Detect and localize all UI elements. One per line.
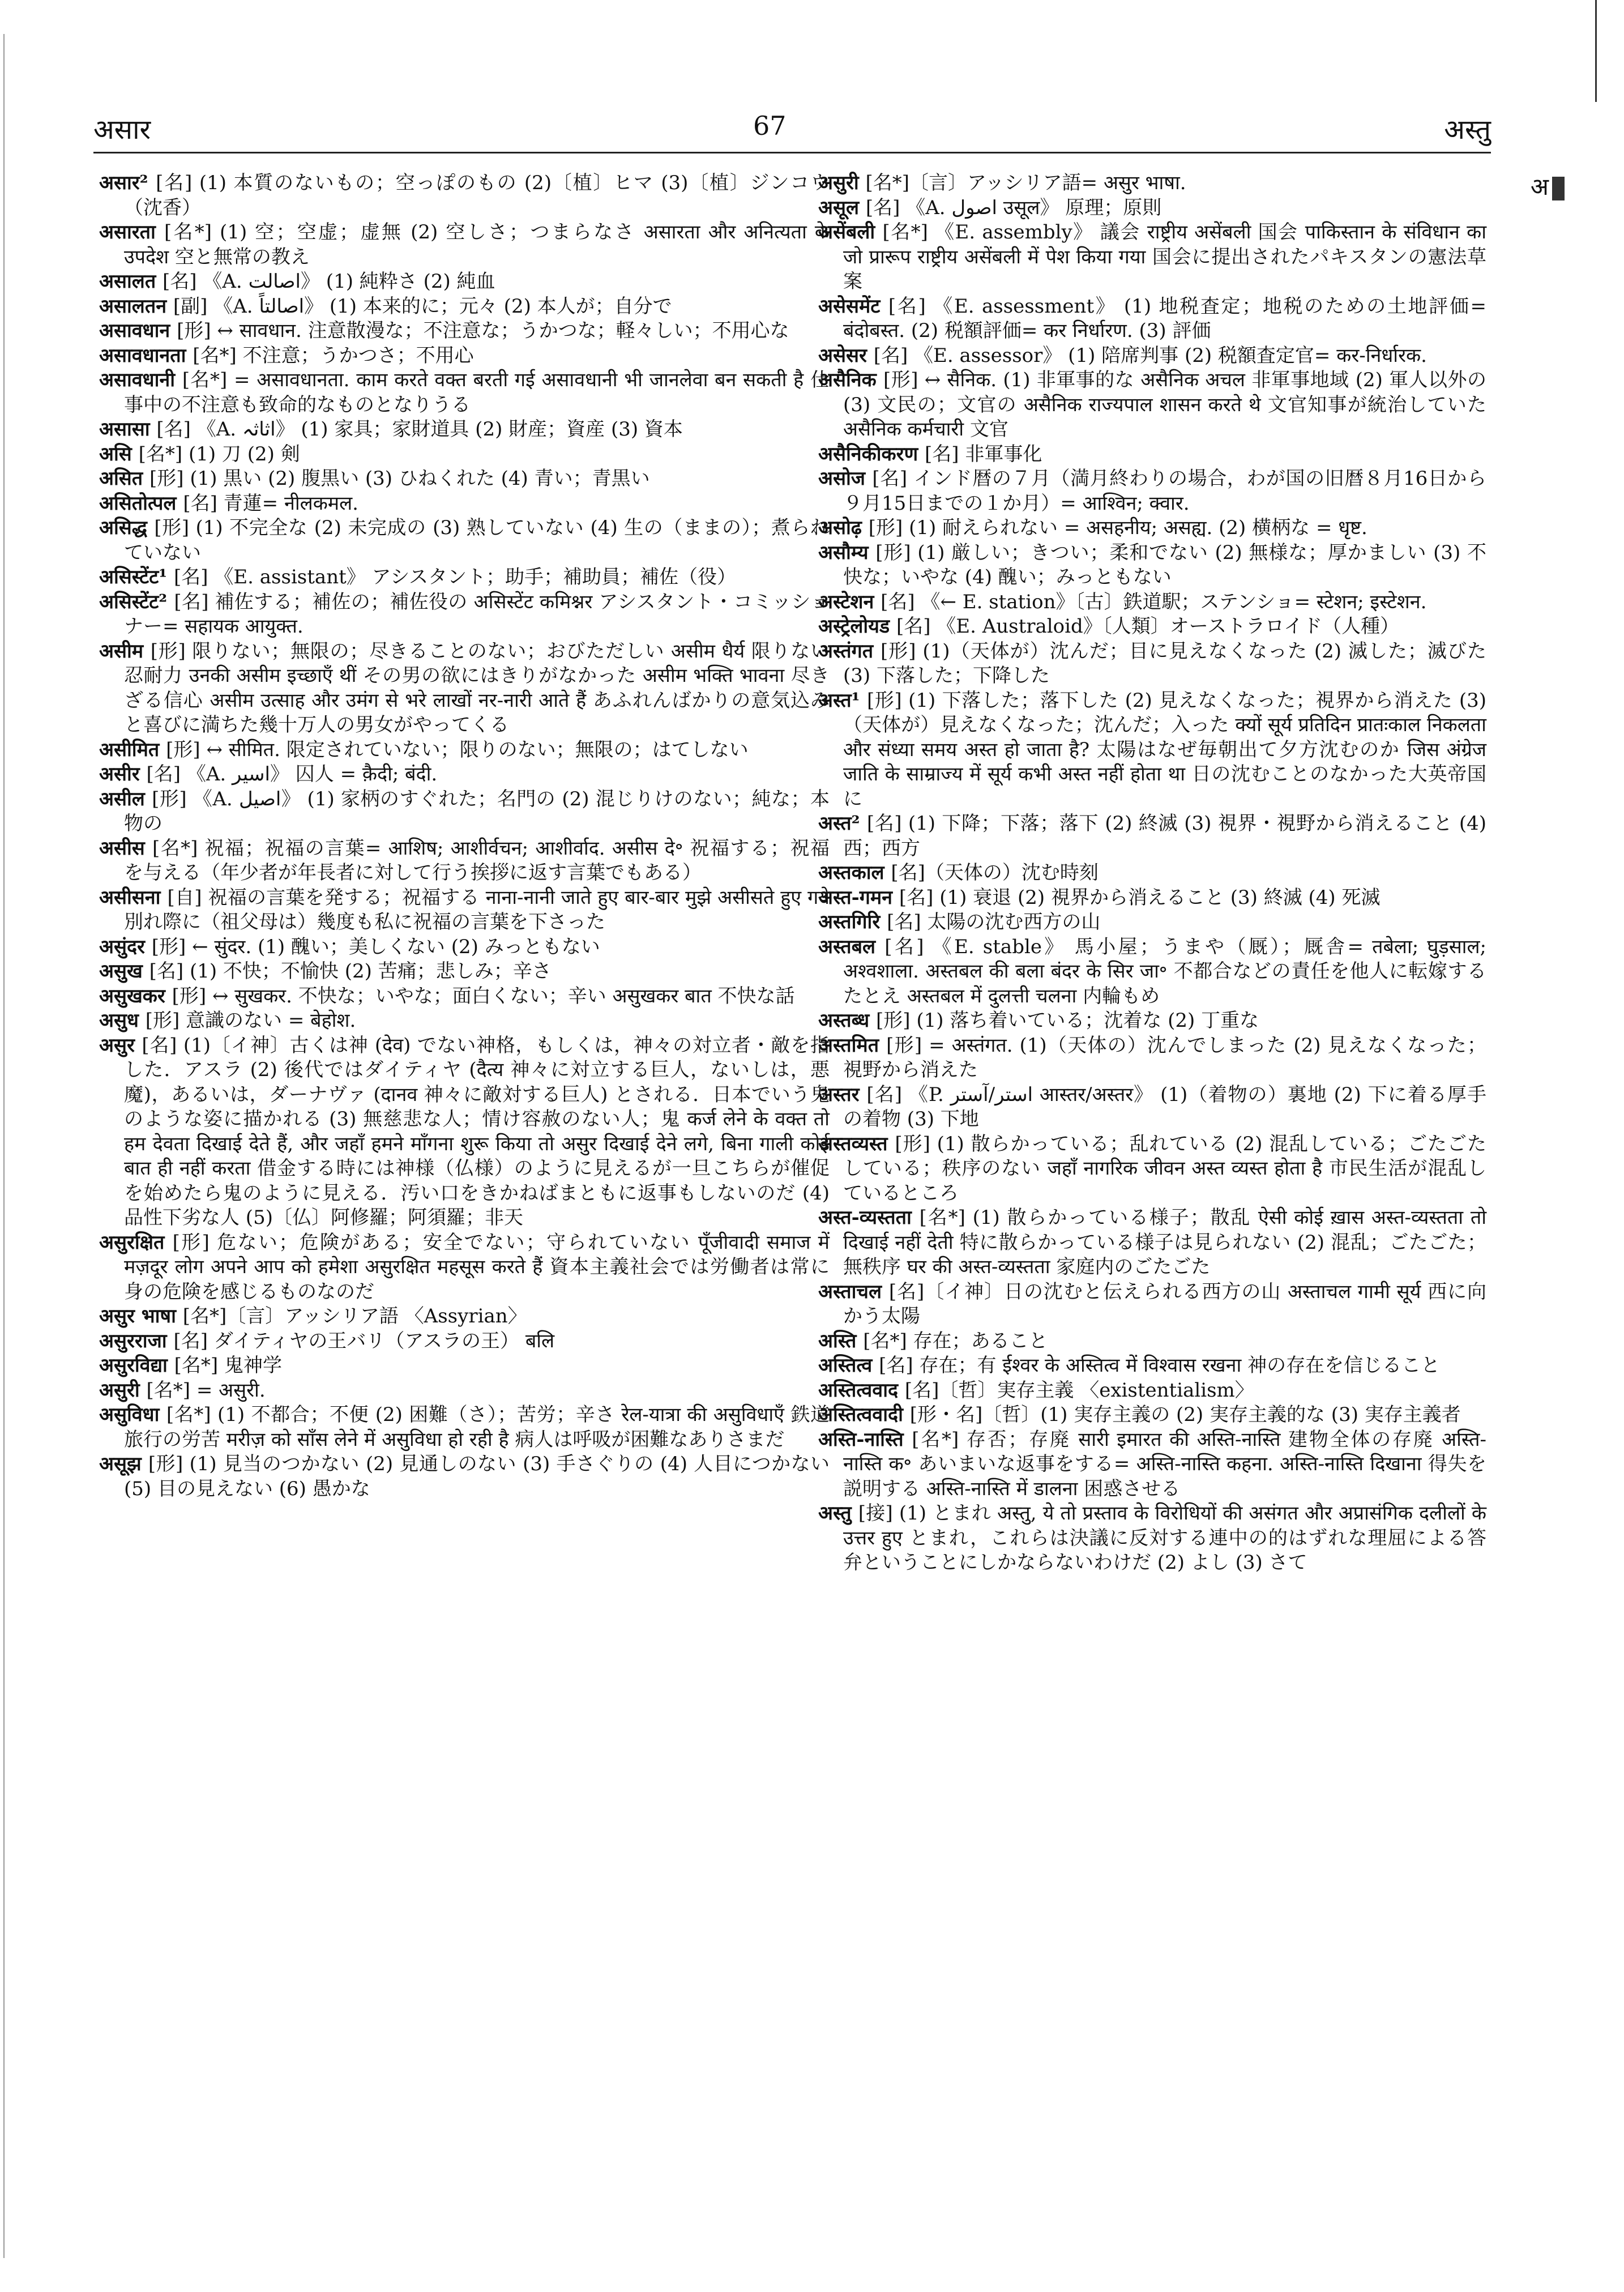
dictionary-entry: अस्ट्रेलोयड [名] 《E. Australoid》〔人類〕オーストラロイド（人種） xyxy=(818,615,1400,638)
right-column xyxy=(818,171,1486,1576)
entry-headword: अस्तित्ववादी xyxy=(818,1403,910,1426)
dictionary-entry: असुविधा [名*] (1) 不都合；不便 (2) 困難（さ）；苦労；辛さ रेल-यात्रा की असुविधाएँ 鉄道旅行の労苦 मरीज़ को साँस लेने में असुविधा हो रही है 病人は呼吸が困難なありさまだ xyxy=(99,1403,830,1451)
entry-headword: असुरराजा xyxy=(99,1329,174,1352)
entry-headword: असुंदर xyxy=(99,935,152,958)
dictionary-entry: असुरराजा [名] ダイティヤの王バリ（アスラの王） बलि xyxy=(99,1329,555,1352)
dictionary-entry: असुर [名] (1)〔イ神〕古くは神 (देव) でない神格，もしくは，神々の対立者・敵を指した．アスラ (2) 後代ではダイティヤ (दैत्य 神々に対立する巨人，ないしは，悪魔)，あるいは，ダーナヴァ (दानव 神々に敵対する巨人) とされる．日本でいう鬼のような姿に描かれる (3) 無慈悲な人；情け容赦のない人；鬼 कर्ज लेने के वक्त तो हम देवता दिखाई देते हैं, और जहाँ हमने माँगना शुरू किया तो असुर दिखाई देने लगे, बिना गाली कोई बात ही नहीं करता 借金する時には神様（仏様）のように見えるが一旦こちらが催促を始めたら鬼のように見える．汚い口をきかねばまともに返事もしないのだ (4) 品性下劣な人 (5)〔仏〕阿修羅；阿須羅；非天 xyxy=(99,1034,830,1229)
dictionary-entry: अस्तब्ध [形] (1) 落ち着いている；沈着な (2) 丁重な xyxy=(818,1009,1259,1032)
dictionary-entry: असीम [形] 限りない；無限の；尽きることのない；おびただしい असीम धैर्य 限りない忍耐力 उनकी असीम इच्छाएँ थीं その男の欲にはきりがなかった असीम भक्ति भावना 尽きざる信心 असीम उत्साह और उमंग से भरे लाखों नर-नारी आते हैं あふれんばかりの意気込みと喜びに満ちた幾十万人の男女がやってくる xyxy=(99,639,830,736)
entry-headword: अस्तमित xyxy=(818,1034,887,1057)
dictionary-entry: असीर [名] 《A. اسیر》 囚人 = क़ैदी; बंदी. xyxy=(99,763,438,786)
entry-headword: असेंबली xyxy=(818,221,883,244)
dictionary-entry: अस्तव्यस्त [形] (1) 散らかっている；乱れている (2) 混乱している；ごたごたしている；秩序のない जहाँ नागरिक जीवन अस्त व्यस्त होता है 市民生活が混乱しているところ xyxy=(818,1132,1486,1205)
dictionary-entry: असुख [名] (1) 不快；不愉快 (2) 苦痛；悲しみ；辛さ xyxy=(99,960,552,983)
entry-headword: असिद्ध xyxy=(99,517,155,539)
entry-headword: अस्ति-नास्ति xyxy=(818,1428,912,1451)
thumb-index-letter: अ xyxy=(1530,173,1549,200)
entry-headword: असुर भाषा xyxy=(99,1305,183,1328)
entry-headword: असुरी xyxy=(99,1378,147,1402)
dictionary-entry: असावधानी [名*] = असावधानता. काम करते वक्त बरती गई असावधानी भी जानलेवा बन सकती है 仕事中の不注意も致命的なものとなりうる xyxy=(99,369,830,416)
dictionary-entry: असेंबली [名*] 《E. assembly》 議会 राष्ट्रीय असेंबली 国会 पाकिस्तान के संविधान का जो प्रारूप राष्ट्रीय असेंबली में पेश किया गया 国会に提出されたパキスタンの憲法草案 xyxy=(818,221,1487,293)
dictionary-entry: असूझ [形] (1) 見当のつかない (2) 見通しのない (3) 手さぐりの (4) 人目につかない (5) 目の見えない (6) 愚かな xyxy=(99,1453,830,1500)
binding-edge-line xyxy=(1595,0,1597,102)
entry-headword: अस्तकाल xyxy=(818,861,891,884)
dictionary-entry: असुरक्षित [形] 危ない；危険がある；安全でない；守られていない पूँजीवादी समाज में मज़दूर लोग अपने आप को हमेशा असुरक्षित महसूस करते हैं 資本主義社会では労働者は常に身の危険を感じるものなのだ xyxy=(99,1231,830,1303)
entry-headword: असिस्टेंट¹ xyxy=(99,566,174,588)
dictionary-entry: असेसमेंट [名] 《E. assessment》 (1) 地税査定；地税のための土地評価= बंदोबस्त. (2) 税額評価= कर निर्धारण. (3) 評価 xyxy=(818,294,1486,342)
entry-headword: अस्तगिरि xyxy=(818,911,887,933)
dictionary-entry: असूल [名] 《A. اصول उसूल》 原理；原則 xyxy=(818,196,1162,219)
thumb-index-tab xyxy=(1531,170,1565,202)
dictionary-entry: असुखकर [形] ↔ सुखकर. 不快な；いやな；面白くない；辛い असुखकर बात 不快な話 xyxy=(99,984,795,1008)
dictionary-entry: अस्ति-नास्ति [名*] 存否；存廃 सारी इमारत की अस्ति-नास्ति 建物全体の存廃 अस्ति-नास्ति क॰ あいまいな返事をする= अस्ति-नास्ति कहना. अस्ति-नास्ति दिखाना 得失を説明する अस्ति-नास्ति में डालना 困惑させる xyxy=(818,1428,1486,1500)
dictionary-entry: असार² [名] (1) 本質のないもの；空っぽのもの (2)〔植〕ヒマ (3)〔植〕ジンコウ（沈香） xyxy=(99,172,830,219)
entry-headword: असूल xyxy=(818,196,866,219)
dictionary-entry: अस्तित्ववादी [形・名]〔哲〕(1) 実存主義の (2) 実存主義的な (3) 実存主義者 xyxy=(818,1403,1461,1426)
dictionary-entry: असि [名*] (1) 刀 (2) 剣 xyxy=(99,442,300,466)
dictionary-entry: असुंदर [形] ← सुंदर. (1) 醜い；美しくない (2) みっともない xyxy=(99,935,600,958)
entry-headword: असालत xyxy=(99,270,163,293)
dictionary-entry: असावधानता [名*] 不注意；うかつさ；不用心 xyxy=(99,344,474,367)
entry-headword: असील xyxy=(99,787,152,810)
dictionary-entry: असीसना [自] 祝福の言葉を発する；祝福する नाना-नानी जाते हुए बार-बार मुझे असीसते हुए गये 別れ際に（祖父母は）幾度も私に祝福の言葉を下さった xyxy=(99,886,830,933)
entry-headword: असीम xyxy=(99,639,151,663)
entry-headword: अस्तबल xyxy=(818,935,885,958)
entry-headword: अस्ताचल xyxy=(818,1280,889,1303)
entry-headword: असावधानता xyxy=(99,344,193,367)
dictionary-entry: असेसर [名] 《E. assessor》 (1) 陪席判事 (2) 税額査定官= कर-निर्धारक. xyxy=(818,344,1427,367)
entry-headword: असुध xyxy=(99,1009,146,1032)
entry-headword: असार² xyxy=(99,172,156,194)
entry-headword: अस्तित्ववाद xyxy=(818,1378,905,1402)
dictionary-entry: असौम्य [形] (1) 厳しい；きつい；柔和でない (2) 無様な；厚かましい (3) 不快な；いやな (4) 醜い；みっともない xyxy=(818,541,1487,588)
dictionary-entry: अस्तंगत [形] (1)（天体が）沈んだ；目に見えなくなった (2) 滅した；滅びた (3) 下落した；下降した xyxy=(818,639,1486,687)
entry-headword: अस्तित्व xyxy=(818,1354,879,1377)
dictionary-entry: असुरी [名*] = असुरी. xyxy=(99,1378,266,1402)
dictionary-entry: असिद्ध [形] (1) 不完全な (2) 未完成の (3) 熟していない (4) 生の（ままの）；煮られていない xyxy=(99,517,830,564)
entry-headword: असुरक्षित xyxy=(99,1231,173,1254)
entry-headword: असुर xyxy=(99,1034,142,1057)
dictionary-entry: अस्त¹ [形] (1) 下落した；落下した (2) 見えなくなった；視界から消えた (3)（天体が）見えなくなった；沈んだ；入った क्यों सूर्य प्रतिदिन प्रातःकाल निकलता और संध्या समय अस्त हो जाता है? 太陽はなぜ毎朝出て夕方沈むのか जिस अंग्रेज जाति के साम्राज्य में सूर्य कभी अस्त नहीं होता था 日の沈むことのなかった大英帝国に xyxy=(818,689,1486,810)
entry-headword: असैनिकीकरण xyxy=(818,442,925,466)
entry-headword: असुविधा xyxy=(99,1403,166,1426)
header-left-guide-word: असार xyxy=(93,114,151,146)
entry-headword: असीमित xyxy=(99,738,166,761)
entry-headword: अस्तु xyxy=(818,1502,858,1525)
page-edge-line xyxy=(3,34,5,2258)
dictionary-entry: असोढ़ [形] (1) 耐えられない = असहनीय; असह्य. (2) 横柄な = धृष्ट. xyxy=(818,517,1367,539)
entry-headword: असैनिक xyxy=(818,369,884,391)
entry-headword: असीर xyxy=(99,763,147,786)
dictionary-entry: असैनिक [形] ↔ सैनिक. (1) 非軍事的な असैनिक अचल 非軍事地域 (2) 軍人以外の (3) 文民の；文官の असैनिक राज्यपाल शासन करते थे 文官知事が統治していた असैनिक कर्मचारी 文官 xyxy=(818,369,1486,441)
entry-headword: अस्त² xyxy=(818,812,867,835)
entry-headword: असुख xyxy=(99,960,149,983)
dictionary-entry: असीमित [形] ↔ सीमित. 限定されていない；限りのない；無限の；はてしない xyxy=(99,738,749,761)
dictionary-entry: अस्तर [名] 《P. استر/آستر आस्तर/अस्तर》 (1)（着物の）裏地 (2) 下に着る厚手の着物 (3) 下地 xyxy=(818,1083,1486,1130)
entry-headword: अस्तर xyxy=(818,1083,867,1106)
left-column xyxy=(99,171,830,1501)
dictionary-entry: असुर भाषा [名*]〔言〕アッシリア語 〈Assyrian〉 xyxy=(99,1305,527,1328)
dictionary-entry: असुरविद्या [名*] 鬼神学 xyxy=(99,1354,282,1377)
entry-headword: असावधानी xyxy=(99,369,182,391)
dictionary-entry: असीस [名*] 祝福；祝福の言葉= आशिष; आशीर्वचन; आशीर्वाद. असीस दे॰ 祝福する；祝福を与える（年少者が年長者に対して行う挨拶に返す言葉でもある） xyxy=(99,836,830,884)
dictionary-entry: अस्तमित [形] = अस्तंगत. (1)（天体の）沈んでしまった (2) 見えなくなった；視野から消えた xyxy=(818,1034,1487,1081)
entry-headword: असूझ xyxy=(99,1453,148,1475)
entry-headword: अस्ति xyxy=(818,1329,864,1352)
dictionary-entry: अस्तबल [名] 《E. stable》 馬小屋；うまや（厩）；厩舎= तबेला; घुड़साल; अश्वशाला. अस्तबल की बला बंदर के सिर जा॰ 不都合などの責任を他人に転嫁するたとえ अस्तबल में दुलत्ती चलना 内輪もめ xyxy=(818,935,1486,1008)
entry-headword: अस्त-गमन xyxy=(818,886,899,909)
dictionary-entry: असालत [名] 《A. اصالت》 (1) 純粋さ (2) 純血 xyxy=(99,270,495,293)
header-rule xyxy=(93,152,1491,153)
header-right-guide-word: अस्तु xyxy=(1444,114,1491,146)
dictionary-entry: अस्तित्ववाद [名]〔哲〕実存主義 〈existentialism〉 xyxy=(818,1378,1254,1402)
dictionary-entry: अस्ति [名*] 存在；あること xyxy=(818,1329,1048,1352)
dictionary-entry: अस्तु [接] (1) とまれ अस्तु, ये तो प्रस्ताव के विरोधियों की असंगत और अप्रासंगिक दलीलों के उत्तर हुए とまれ，これらは決議に反対する連中の的はずれな理屈による答弁ということにしかならないわけだ (2) よし (3) さて xyxy=(818,1502,1487,1574)
entry-headword: असुरी xyxy=(818,172,866,194)
entry-headword: अस्ट्रेलोयड xyxy=(818,615,896,638)
dictionary-entry: अस्त-व्यस्तता [名*] (1) 散らかっている様子；散乱 ऐसी कोई ख़ास अस्त-व्यस्तता तो दिखाई नहीं देती 特に散らかっている様子は見られない (2) 混乱；ごたごた；無秩序 घर की अस्त-व्यस्तता 家庭内のごたごた xyxy=(818,1206,1487,1278)
entry-headword: असुरविद्या xyxy=(99,1354,174,1377)
entry-headword: अस्तव्यस्त xyxy=(818,1132,895,1155)
dictionary-entry: असुध [形] 意識のない = बेहोश. xyxy=(99,1009,356,1032)
entry-headword: अस्तब्ध xyxy=(818,1009,877,1032)
dictionary-entry: असुरी [名*]〔言〕アッシリア語= असुर भाषा. xyxy=(818,172,1186,194)
dictionary-entry: असावधान [形] ↔ सावधान. 注意散漫な；不注意な；うかつな；軽々しい；不用心な xyxy=(99,319,789,342)
page-number: 67 xyxy=(753,110,787,141)
entry-headword: असोज xyxy=(818,467,873,490)
entry-headword: असालतन xyxy=(99,294,173,318)
entry-headword: असित xyxy=(99,467,149,490)
dictionary-entry: असील [形] 《A. اصیل》 (1) 家柄のすぐれた；名門の (2) 混じりけのない；純な；本物の xyxy=(99,787,830,835)
entry-headword: अस्टेशन xyxy=(818,590,881,613)
dictionary-entry: असालतन [副] 《A. اصالتاً》 (1) 本来的に；元々 (2) 本人が；自分で xyxy=(99,294,672,318)
dictionary-entry: असिस्टेंट² [名] 補佐する；補佐の；補佐役の असिस्टेंट कमिश्नर アシスタント・コミッショナー= सहायक आयुक्त. xyxy=(99,590,830,638)
dictionary-entry: असित [形] (1) 黒い (2) 腹黒い (3) ひねくれた (4) 青い；青黒い xyxy=(99,467,650,490)
dictionary-entry: अस्तगिरि [名] 太陽の沈む西方の山 xyxy=(818,911,1101,933)
entry-headword: असावधान xyxy=(99,319,177,342)
entry-headword: असेसर xyxy=(818,344,874,367)
dictionary-entry: असारता [名*] (1) 空；空虚；虚無 (2) 空しさ；つまらなさ असारता और अनित्यता के उपदेश 空と無常の教え xyxy=(99,221,830,268)
dictionary-entry: अस्ताचल [名]〔イ神〕日の沈むと伝えられる西方の山 अस्ताचल गामी सूर्य 西に向かう太陽 xyxy=(818,1280,1487,1328)
entry-headword: असौम्य xyxy=(818,541,876,564)
dictionary-entry: असासा [名] 《A. اثاثہ》 (1) 家具；家財道具 (2) 財産；資産 (3) 資本 xyxy=(99,418,683,441)
entry-headword: असीस xyxy=(99,836,153,860)
entry-headword: असि xyxy=(99,442,139,466)
entry-headword: असितोत्पल xyxy=(99,492,183,515)
entry-headword: असारता xyxy=(99,221,164,244)
entry-headword: असोढ़ xyxy=(818,517,869,539)
entry-headword: अस्त-व्यस्तता xyxy=(818,1206,920,1229)
dictionary-entry: अस्तकाल [名]（天体の）沈む時刻 xyxy=(818,861,1099,884)
dictionary-entry: असिस्टेंट¹ [名] 《E. assistant》 アシスタント；助手；補助員；補佐（役） xyxy=(99,566,737,588)
entry-headword: असेसमेंट xyxy=(818,294,888,318)
entry-headword: असासा xyxy=(99,418,157,441)
entry-headword: अस्तंगत xyxy=(818,639,881,663)
dictionary-entry: अस्त² [名] (1) 下降；下落；落下 (2) 終滅 (3) 視界・視野から消えること (4) 西；西方 xyxy=(818,812,1487,860)
thumb-index-block xyxy=(1552,177,1565,200)
dictionary-entry: असैनिकीकरण [名] 非軍事化 xyxy=(818,442,1042,466)
dictionary-entry: अस्त-गमन [名] (1) 衰退 (2) 視界から消えること (3) 終滅 (4) 死滅 xyxy=(818,886,1381,909)
entry-headword: असिस्टेंट² xyxy=(99,590,174,613)
entry-headword: अस्त¹ xyxy=(818,689,867,712)
entry-headword: असुखकर xyxy=(99,984,172,1008)
entry-headword: असीसना xyxy=(99,886,168,909)
dictionary-entry: अस्टेशन [名] 《← E. station》〔古〕鉄道駅；ステンショ= स्टेशन; इस्टेशन. xyxy=(818,590,1427,613)
dictionary-entry: अस्तित्व [名] 存在；有 ईश्वर के अस्तित्व में विश्वास रखना 神の存在を信じること xyxy=(818,1354,1441,1377)
dictionary-entry: असितोत्पल [名] 青蓮= नीलकमल. xyxy=(99,492,358,515)
dictionary-entry: असोज [名] インド暦の７月（満月終わりの場合，わが国の旧暦８月16日から９月15日までの１か月）= आश्विन; क्वार. xyxy=(818,467,1486,515)
